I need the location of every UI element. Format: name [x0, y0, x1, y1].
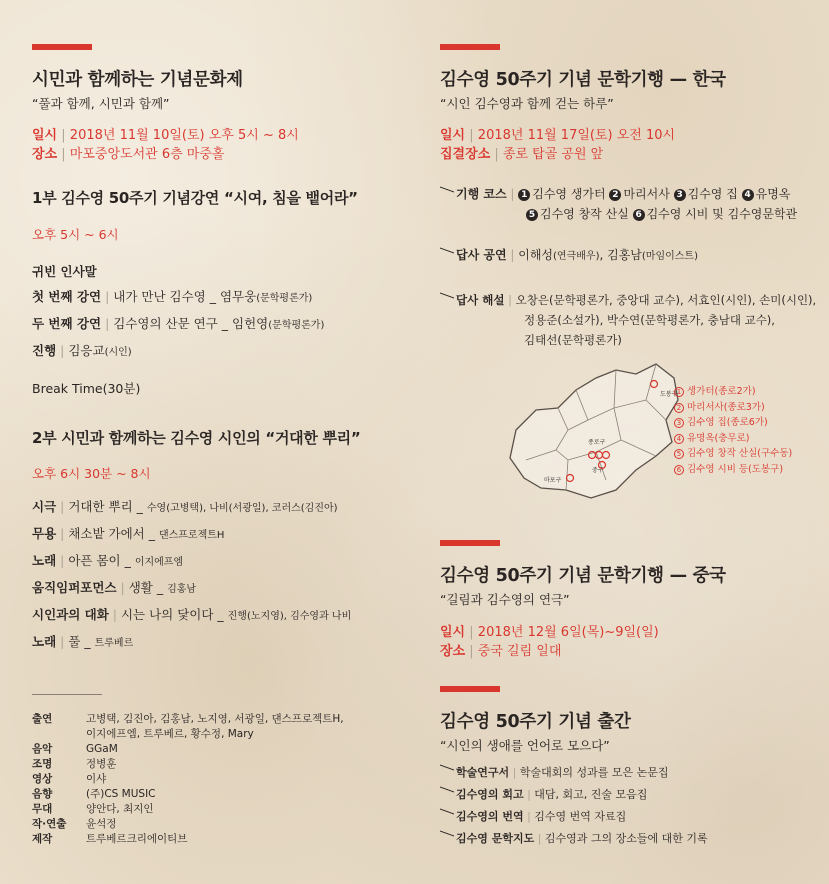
credits-table	[32, 712, 344, 847]
walk-china-place: 장소 | 중국 길림 일대	[440, 644, 562, 659]
program-value: 생활 _	[128, 580, 168, 595]
course-number-icon: 2	[609, 189, 621, 201]
legend-number-icon: 3	[674, 418, 684, 428]
credit-names: (주)CS MUSIC	[86, 788, 156, 800]
performance: 답사 공연 | 이해성(연극배우), 김홍남(마임이스트)	[456, 248, 698, 262]
part2-title: 2부 시민과 함께하는 김수영 시인의 “거대한 뿌리”	[32, 429, 361, 447]
credit-names: GGaM	[86, 743, 118, 755]
section-divider	[32, 44, 92, 50]
course-number-icon: 5	[526, 209, 538, 221]
publication-label: 김수영의 회고	[456, 788, 524, 801]
separator: |	[56, 553, 69, 568]
program-label: 무용	[32, 526, 57, 541]
publication-row	[440, 806, 708, 828]
credit-names: 양안다, 최지인	[86, 803, 154, 815]
walk-korea-quote: “시인 김수영과 함께 걷는 하루”	[440, 96, 614, 111]
program-value: 거대한 뿌리 _	[68, 499, 147, 514]
program-label: 노래	[32, 634, 57, 649]
program-note: 댄스프로젝트H	[158, 530, 225, 541]
course: 기행 코스 | 1 김수영 생가터 2 마리서사 3 김수영 집 4 유명옥 5 김수영 창작 산실 6 김수영 시비 및 김수영문학관	[440, 184, 797, 224]
publication-label: 김수영 문학지도	[456, 832, 535, 845]
legend-item	[674, 446, 792, 462]
separator: |	[523, 788, 535, 801]
credit-names: 트루베르크리에이티브	[86, 833, 188, 845]
program-note: 김홍남	[167, 584, 197, 595]
walk-korea-place: 집결장소 | 종로 탑골 공원 앞	[440, 147, 604, 162]
publication-quote: “시인의 생애를 언어로 모으다”	[440, 738, 610, 753]
program-note: 트루베르	[94, 638, 134, 649]
credit-names: 이샤	[86, 773, 107, 785]
credit-role: 작·연출	[32, 818, 67, 830]
course-number-icon: 6	[633, 209, 645, 221]
publication-row	[440, 828, 708, 850]
part1-program	[32, 259, 324, 365]
credit-role: 영상	[32, 773, 53, 785]
seoul-map	[496, 360, 696, 520]
program-value: 풀 _	[68, 634, 95, 649]
program-row	[32, 629, 351, 656]
legend-number-icon: 1	[674, 387, 684, 397]
section-divider	[440, 686, 500, 692]
course-stop: 김수영 집	[687, 187, 742, 201]
credit-role: 무대	[32, 803, 53, 815]
legend-item	[674, 431, 792, 447]
credit-role: 조명	[32, 758, 53, 770]
separator: |	[509, 766, 520, 779]
program-value: 채소밭 가에서 _	[68, 526, 159, 541]
walk-korea-title: 김수영 50주기 기념 문학기행 — 한국	[440, 70, 726, 90]
program-value: 아픈 몸이 _	[68, 553, 135, 568]
lecture-1: 첫 번째 강연 | 내가 만난 김수영 _ 염무웅(문학평론가)	[32, 289, 313, 304]
credit-row	[32, 832, 344, 847]
program-label: 노래	[32, 553, 57, 568]
walk-china-date: 일시 | 2018년 12월 6일(목)~9일(일)	[440, 625, 659, 640]
credit-role: 출연	[32, 713, 53, 725]
credit-names: 윤석정	[86, 818, 117, 830]
publication-label: 김수영의 번역	[456, 810, 524, 823]
legend-item	[674, 384, 792, 400]
credits-divider	[32, 694, 102, 695]
walk-korea-date: 일시 | 2018년 11월 17일(토) 오전 10시	[440, 128, 676, 143]
legend-label: 김수영 집(종로6가)	[687, 417, 768, 428]
course-line-2	[440, 204, 797, 224]
legend-number-icon: 6	[674, 465, 684, 475]
greeting: 귀빈 인사말	[32, 264, 97, 279]
program-note: 이지에프엠	[134, 557, 184, 568]
map-outline	[510, 364, 678, 498]
course-line-1	[518, 187, 790, 201]
separator: |	[523, 810, 535, 823]
credit-row	[32, 742, 344, 757]
guides: 답사 해설 | 오창은(문학평론가, 중앙대 교수), 서효인(시인), 손미(시인), 정용준(소설가), 박수연(문학평론가, 충남대 교수), 김태선(문학평론가)	[456, 293, 817, 347]
publication-value: 김수영 번역 자료집	[534, 810, 627, 823]
part2-program	[32, 494, 351, 656]
credit-row	[32, 772, 344, 787]
course-stop: 마리서사	[623, 187, 674, 201]
course-stop: 김수영 창작 산실	[540, 207, 633, 221]
credit-row	[32, 787, 344, 802]
credit-role: 제작	[32, 833, 53, 845]
publication-label: 학술연구서	[456, 766, 510, 779]
separator: |	[108, 607, 121, 622]
course-number-icon: 3	[674, 189, 686, 201]
section-divider	[440, 540, 500, 546]
part2-time: 오후 6시 30분 ~ 8시	[32, 466, 151, 481]
host: 진행 | 김응교(시인)	[32, 343, 132, 358]
course-stop: 김수영 시비 및 김수영문학관	[646, 207, 798, 221]
legend-item	[674, 415, 792, 431]
legend-label: 김수영 시비 등(도봉구)	[687, 463, 784, 475]
program-label: 시인과의 대화	[32, 607, 109, 622]
festival-date: 일시 | 2018년 11월 10일(토) 오후 5시 ~ 8시	[32, 128, 299, 143]
publication-list	[440, 762, 708, 850]
course-number-icon: 1	[518, 189, 530, 201]
program-row	[32, 494, 351, 521]
credit-role	[32, 727, 86, 742]
publication-value: 학술대회의 성과를 모은 논문집	[519, 766, 669, 779]
program-note: 진행(노지영), 김수영과 나비	[227, 611, 352, 622]
separator: |	[56, 526, 69, 541]
separator: |	[56, 634, 69, 649]
legend-number-icon: 2	[674, 403, 684, 413]
credit-row	[32, 727, 344, 742]
walk-china-title: 김수영 50주기 기념 문학기행 — 중국	[440, 566, 726, 586]
festival-title: 시민과 함께하는 기념문화제	[32, 70, 243, 90]
credit-role: 음악	[32, 743, 53, 755]
part1-title: 1부 김수영 50주기 기념강연 “시여, 침을 뱉어라”	[32, 189, 358, 207]
course-number-icon: 4	[742, 189, 754, 201]
legend-number-icon: 5	[674, 449, 684, 459]
map-label-junggu: 중구	[592, 467, 604, 474]
credit-row	[32, 817, 344, 832]
map-label-jongno: 종로구	[588, 439, 606, 446]
publication-value: 대담, 회고, 진술 모음집	[534, 788, 648, 801]
program-row	[32, 602, 351, 629]
program-row	[32, 521, 351, 548]
part1-time: 오후 5시 ~ 6시	[32, 227, 119, 242]
legend-label: 마리서사(종로3가)	[687, 401, 765, 413]
credit-row	[32, 712, 344, 727]
legend-item	[674, 400, 792, 416]
program-note: 수영(고병택), 나비(서광일), 코러스(김진아)	[146, 503, 338, 514]
program-label: 시극	[32, 499, 57, 514]
legend-label: 유명옥(충무로)	[687, 432, 750, 444]
credit-names: 고병택, 김진아, 김홍남, 노지영, 서광일, 댄스프로젝트H,	[86, 713, 344, 725]
course-stop: 유명옥	[755, 187, 791, 201]
separator: |	[534, 832, 545, 845]
credit-row	[32, 802, 344, 817]
legend-number-icon: 4	[674, 434, 684, 444]
credit-names: 정병훈	[86, 758, 117, 770]
publication-row	[440, 762, 708, 784]
section-divider	[440, 44, 500, 50]
legend-item	[674, 462, 792, 478]
separator: |	[56, 499, 69, 514]
credit-names: 이지에프엠, 트루베르, 황수정, Mary	[86, 728, 254, 740]
lecture-2: 두 번째 강연 | 김수영의 산문 연구 _ 임헌영(문학평론가)	[32, 316, 325, 331]
program-row	[32, 548, 351, 575]
publication-row	[440, 784, 708, 806]
break-time: Break Time(30분)	[32, 381, 141, 396]
publication-value: 김수영과 그의 장소들에 대한 기록	[544, 832, 708, 845]
program-row	[32, 575, 351, 602]
program-label: 움직임퍼포먼스	[32, 580, 117, 595]
festival-quote: “풀과 함께, 시민과 함께”	[32, 96, 170, 111]
map-label-mapo: 마포구	[544, 477, 562, 484]
festival-place: 장소 | 마포중앙도서관 6층 마중홀	[32, 147, 225, 162]
program-value: 시는 나의 닻이다 _	[120, 607, 228, 622]
map-label-dobong: 도봉구	[660, 391, 678, 398]
walk-china-quote: “길림과 김수영의 연극”	[440, 592, 570, 607]
map-legend	[674, 384, 792, 477]
credit-role: 음향	[32, 788, 53, 800]
credit-row	[32, 757, 344, 772]
course-stop: 김수영 생가터	[532, 187, 610, 201]
separator: |	[116, 580, 129, 595]
legend-label: 생가터(종로2가)	[687, 386, 756, 397]
publication-title: 김수영 50주기 기념 출간	[440, 712, 631, 732]
legend-label: 김수영 창작 산실(구수동)	[687, 448, 793, 459]
